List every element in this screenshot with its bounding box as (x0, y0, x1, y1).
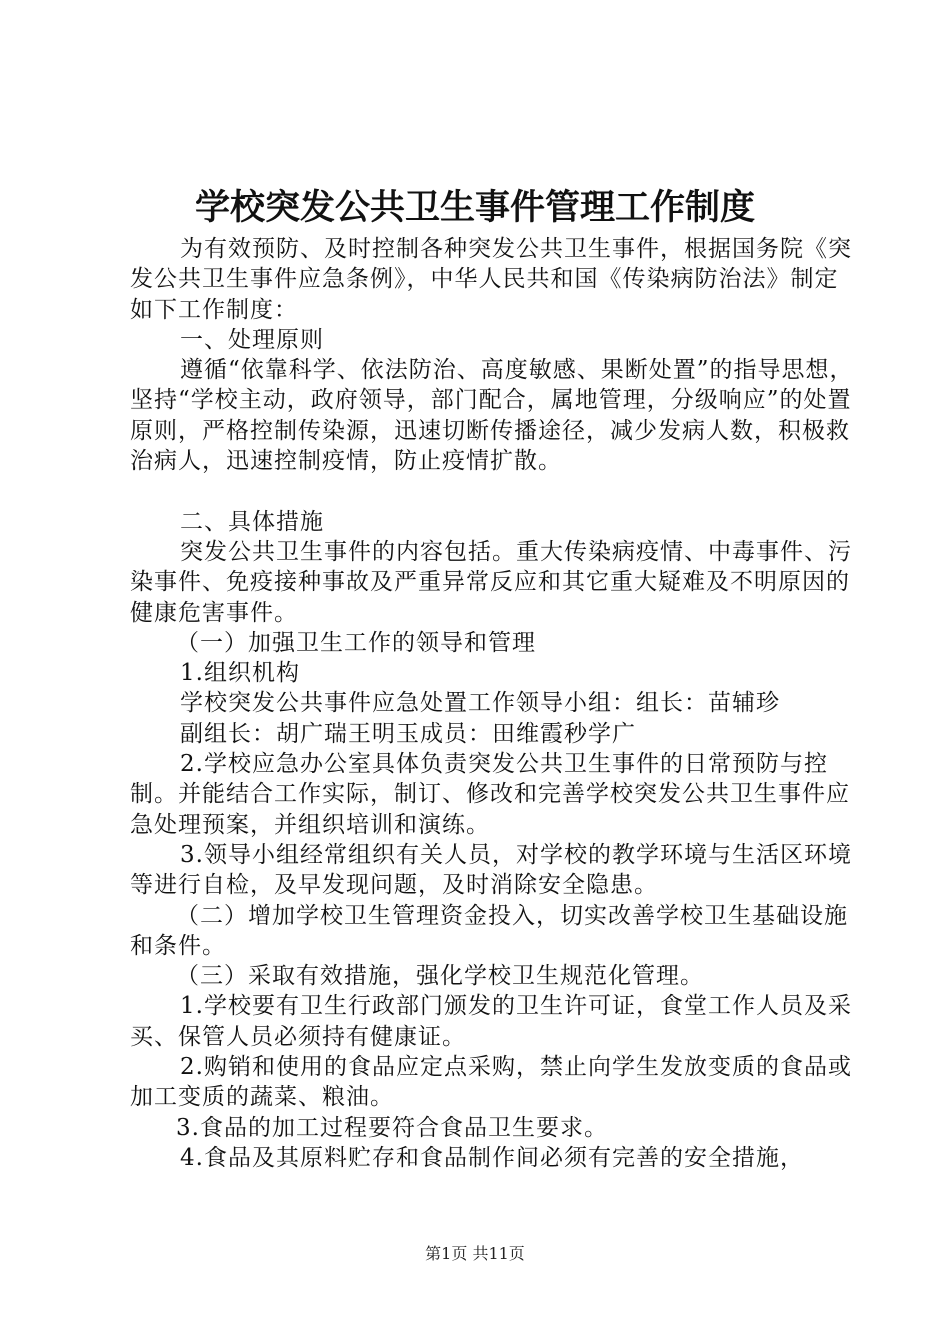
subsection-heading-2: （二）增加学校卫生管理资金投入，切实改善学校卫生基础设施和条件。 (130, 902, 848, 959)
item-3-paragraph: 3.领导小组经常组织有关人员，对学校的教学环境与生活区环境等进行自检，及早发现问题，及时消除安全隐患。 (130, 841, 852, 899)
document-title: 学校突发公共卫生事件管理工作制度 (194, 188, 755, 228)
measure-item-2: 2.购销和使用的食品应定点采购，禁止向学生发放变质的食品或加工变质的蔬菜、粮油。 (130, 1054, 852, 1111)
item-2-paragraph: 2.学校应急办公室具体负责突发公共卫生事件的日常预防与控制。并能结合工作实际，制订、修改和完善学校突发公共卫生事件应急处理预案，并组织培训和演练。 (130, 751, 850, 838)
document-body (130, 234, 860, 1173)
measures-intro-paragraph: 突发公共卫生事件的内容包括。重大传染病疫情、中毒事件、污染事件、免疫接种事故及严重异常反应和其它重大疑难及不明原因的健康危害事件。 (130, 538, 852, 626)
subsection-heading-3: （三）采取有效措施，强化学校卫生规范化管理。 (176, 963, 704, 990)
measure-item-3: 3.食品的加工过程要符合食品卫生要求。 (176, 1114, 608, 1141)
page-number-footer: 第1页 共11页 (425, 1244, 525, 1263)
principles-paragraph: 遵循“依靠科学、依法防治、高度敏感、果断处置”的指导思想，坚持“学校主动，政府领导，部门配合，属地管理，分级响应”的处置原则，严格控制传染源，迅速切断传播途径，减少发病人数，积极救治病人，迅速控制疫情，防止疫情扩散。 (130, 357, 854, 475)
intro-paragraph: 为有效预防、及时控制各种突发公共卫生事件，根据国务院《突发公共卫生事件应急条例》，中华人民共和国《传染病防治法》制定如下工作制度： (130, 236, 852, 323)
deputy-members-line: 副组长：胡广瑞王明玉成员：田维霞秒学广 (180, 720, 636, 747)
blank-line (130, 476, 860, 506)
item-organization: 1.组织机构 (180, 660, 300, 687)
measure-item-1: 1.学校要有卫生行政部门颁发的卫生许可证，食堂工作人员及采买、保管人员必须持有健康证。 (130, 993, 852, 1050)
section-heading-principles: 一、处理原则 (180, 326, 324, 353)
section-heading-measures: 二、具体措施 (180, 508, 324, 535)
leadership-group-line: 学校突发公共事件应急处置工作领导小组：组长：苗辅珍 (180, 690, 780, 717)
measure-item-4: 4.食品及其原料贮存和食品制作间必须有完善的安全措施， (180, 1144, 804, 1171)
subsection-heading-1: （一）加强卫生工作的领导和管理 (176, 629, 536, 656)
